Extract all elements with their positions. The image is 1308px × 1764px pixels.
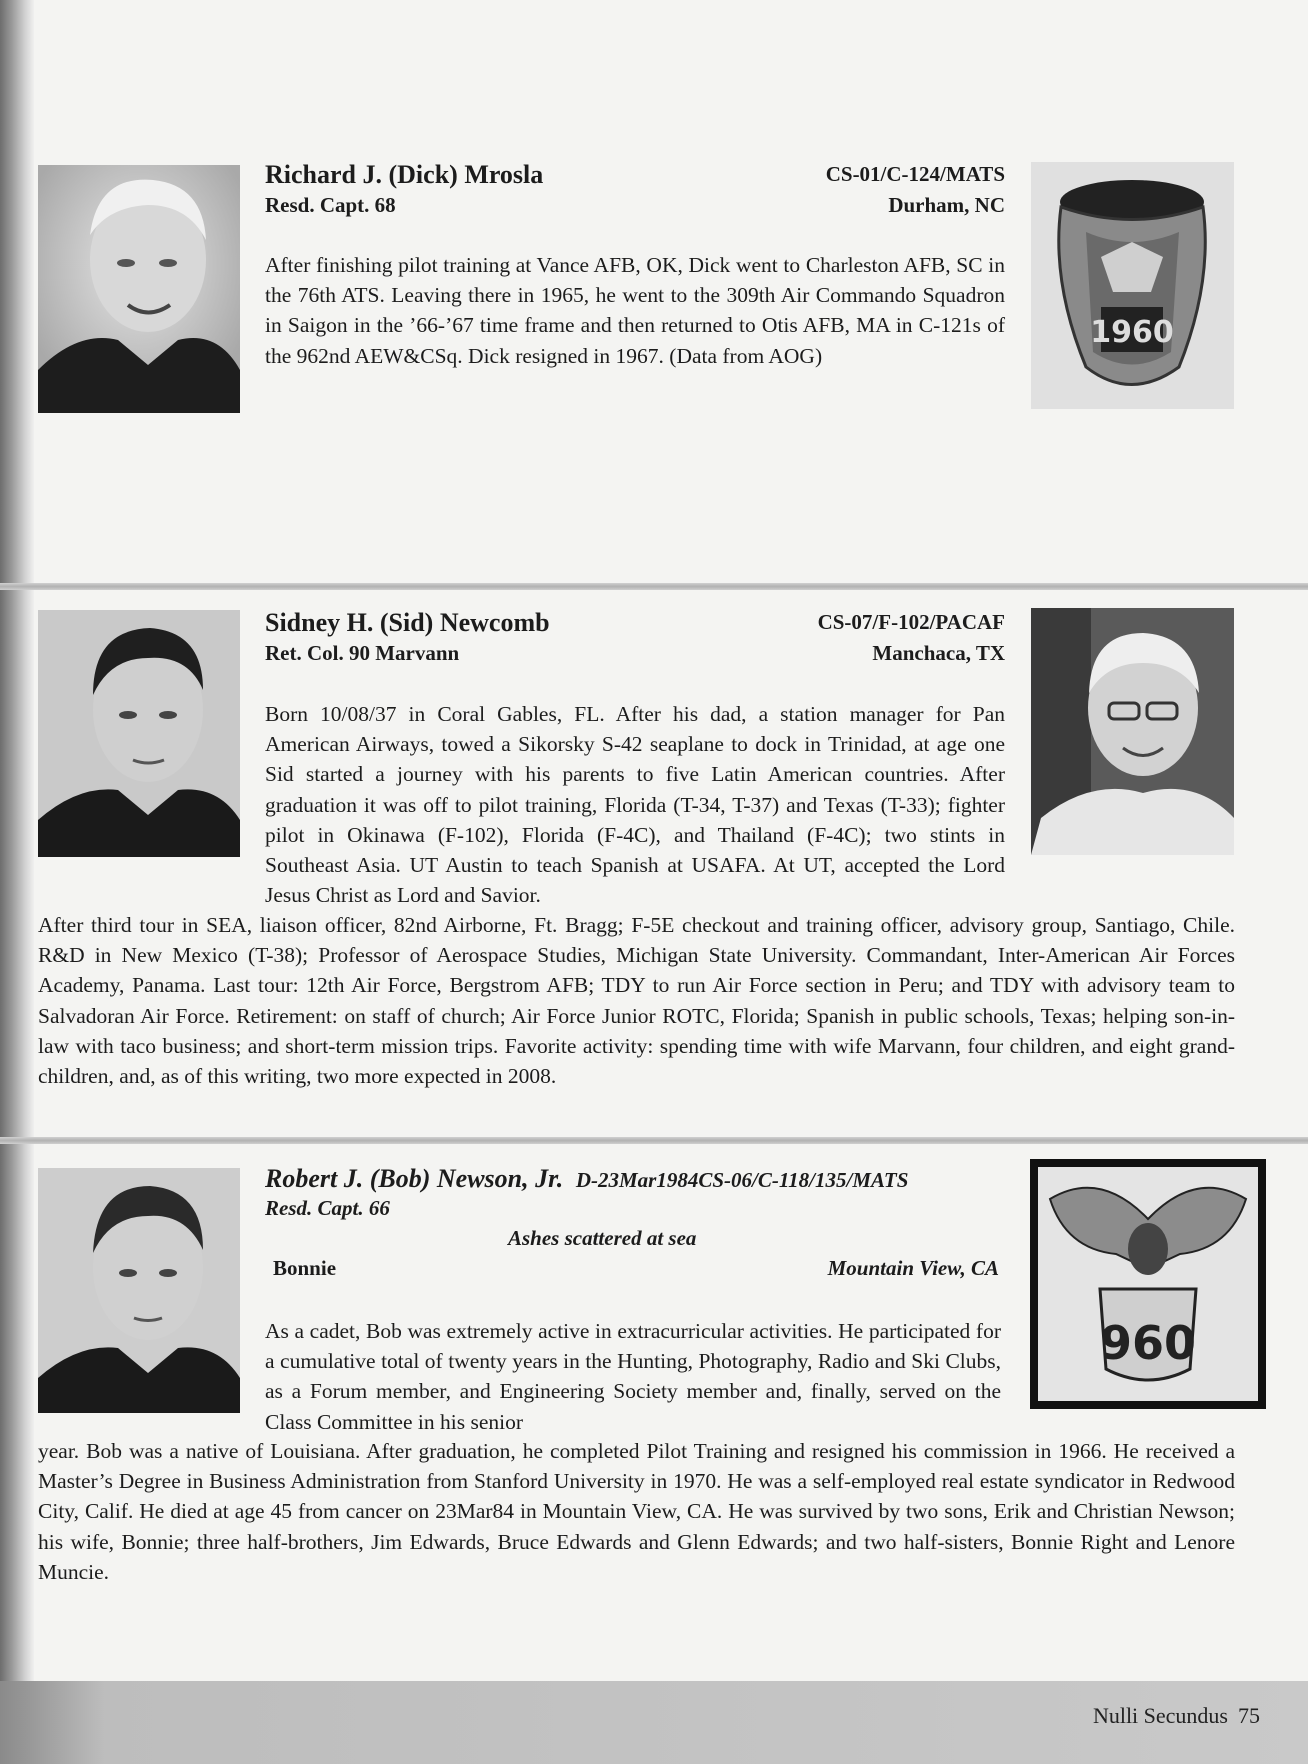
cadet-portrait-mrosla [38,165,240,413]
entry-status: Resd. Capt. 68 [265,193,396,217]
entry-status: Resd. Capt. 66 [265,1196,390,1220]
svg-text:1960: 1960 [1090,315,1174,350]
entry-bio-wide: After third tour in SEA, liaison officer, 82nd Airborne, Ft. Bragg; F-5E checkout and training officer, advisory group, Santiago, Chile. R&D in New Mexico (T-38); Professor of Aerospace Studies, Michigan State University. Commandant, Inter-American Air Forces Academy, Panama. Last tour: 12th Air Force, Bergstrom AFB; TDY to run Air Force section in Peru; and TDY with advisory team to Salvadoran Air Force. Retirement: on staff of church; Air Force Junior ROTC, Florida; Spanish in public schools, Texas; helping son-in-law with taco business; and short-term mission trips. Favorite activity: spending time with wife Marvann, four children, and eight grand-children, and, as of this writing, two more expected in 2008. [38,913,1235,1089]
page-number: 75 [1238,1703,1260,1728]
entry-location: Mountain View, CA [827,1256,999,1280]
footer-label [1093,1703,1260,1729]
entry-death-date: D-23Mar1984 [575,1168,699,1192]
entry-code: CS-07/F-102/PACAF [817,610,1005,634]
entry-spouse: Bonnie [273,1256,337,1280]
recent-portrait-newcomb [1031,608,1234,855]
entry-name: Richard J. (Dick) Mrosla [265,160,544,189]
entry-note: Ashes scattered at sea [508,1226,697,1250]
page-footer [0,1681,1308,1764]
class-crest-image [1030,1159,1266,1409]
entry-location: Manchaca, TX [872,641,1005,665]
class-ring-image [1031,162,1234,409]
entry-code: CS-06/C-118/135/MATS [698,1168,909,1192]
entry-bio-narrow: As a cadet, Bob was extremely active in extracurricular activities. He participated for a cumulative total of twenty years in the Hunting, Photography, Radio and Ski Clubs, as a Forum member, and Engineering Society member and, finally, served on the Class Committee in his senior [265,1319,1001,1434]
svg-text:960: 960 [1099,1316,1197,1370]
book-spine-shadow [0,0,34,1764]
entry-name: Sidney H. (Sid) Newcomb [265,608,550,637]
entry-name [265,1164,908,1194]
entry-name-text: Robert J. (Bob) Newson, Jr. [265,1164,564,1193]
entry-code: CS-01/C-124/MATS [825,162,1005,186]
entry-status: Ret. Col. 90 Marvann [265,641,460,665]
footer-title: Nulli Secundus [1092,1703,1228,1728]
entry-bio: After finishing pilot training at Vance AFB, OK, Dick went to Charleston AFB, SC in the 76th ATS. Leaving there in 1965, he went to the 309th Air Commando Squadron in Saigon in the ’66-’67 time frame and then returned to Otis AFB, MA in C-121s of the 962nd AEW&CSq. Dick resigned in 1967. (Data from AOG) [265,253,1005,368]
cadet-portrait-newson [38,1168,240,1413]
entry-bio-narrow: Born 10/08/37 in Coral Gables, FL. After his dad, a station manager for Pan American Airways, towed a Sikorsky S-42 seaplane to dock in Trinidad, at age one Sid started a journey with his parents to five Latin American countries. After graduation it was off to pilot training, Florida (T-34, T-37) and Texas (T-33); fighter pilot in Okinawa (F-102), Florida (F-4C), and Thailand (F-4C); two stints in Southeast Asia. UT Austin to teach Spanish at USAFA. At UT, accepted the Lord Jesus Christ as Lord and Savior. [265,702,1005,908]
cadet-portrait-newcomb [38,610,240,857]
entry-bio-wide: year. Bob was a native of Louisiana. After graduation, he completed Pilot Training and resigned his commission in 1966. He received a Master’s Degree in Business Administration from Stanford University in 1970. He was a self-employed real estate syndicator in Redwood City, Calif. He died at age 45 from cancer on 23Mar84 in Mountain View, CA. He was survived by two sons, Erik and Christian Newson; his wife, Bonnie; three half-brothers, Jim Edwards, Bruce Edwards and Glenn Edwards; and two half-sisters, Bonnie Right and Lenore Muncie. [38,1439,1235,1584]
entry-location: Durham, NC [888,193,1005,217]
section-divider [0,1137,1308,1144]
section-divider [0,583,1308,590]
